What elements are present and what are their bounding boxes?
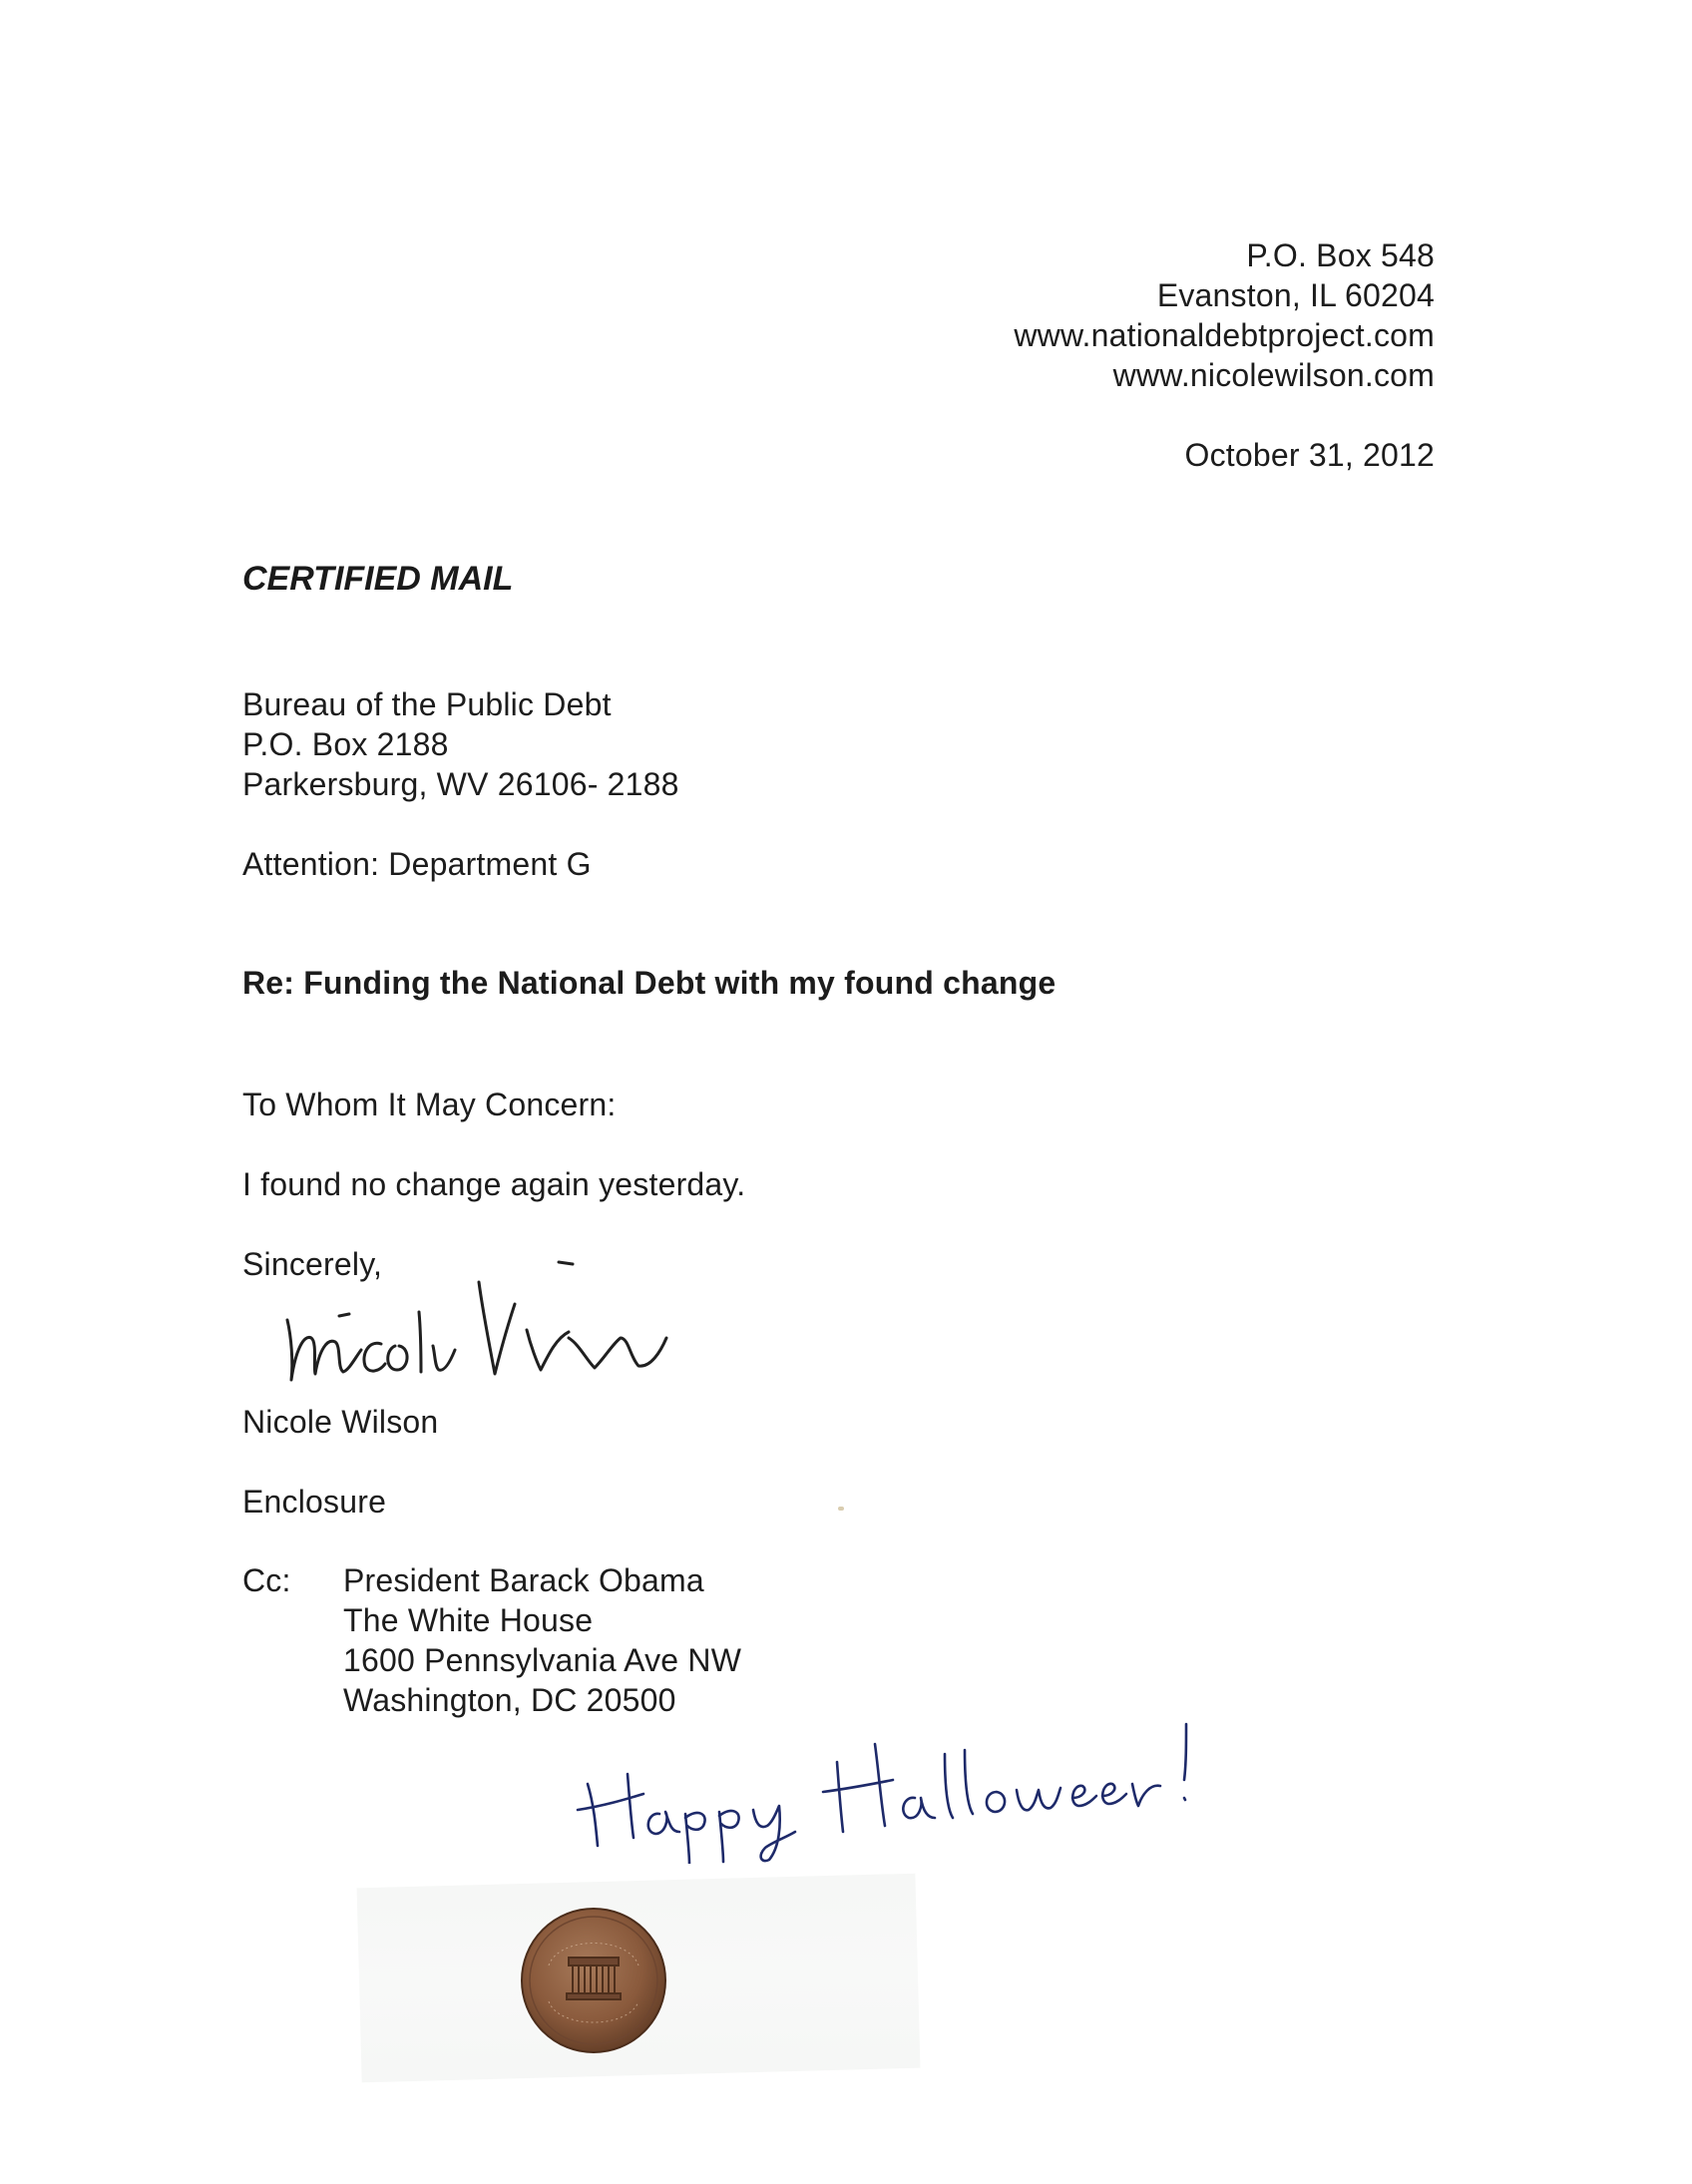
mail-type-heading: CERTIFIED MAIL bbox=[242, 560, 514, 598]
salutation: To Whom It May Concern: bbox=[242, 1087, 617, 1122]
attention-line: Attention: Department G bbox=[242, 846, 592, 882]
cc-line: 1600 Pennsylvania Ave NW bbox=[343, 1642, 742, 1678]
cc-label: Cc: bbox=[242, 1562, 291, 1598]
handwritten-note bbox=[574, 1714, 1212, 1864]
cc-line: Washington, DC 20500 bbox=[343, 1682, 676, 1718]
letter-date: October 31, 2012 bbox=[1184, 437, 1435, 473]
recipient-line: P.O. Box 2188 bbox=[242, 726, 449, 762]
paper-speck bbox=[838, 1507, 844, 1511]
sender-address-line: Evanston, IL 60204 bbox=[1156, 277, 1435, 313]
sender-address-line: P.O. Box 548 bbox=[1246, 237, 1435, 273]
body-paragraph: I found no change again yesterday. bbox=[242, 1166, 746, 1202]
cc-recipient bbox=[343, 1560, 741, 1720]
signer-name: Nicole Wilson bbox=[242, 1404, 439, 1440]
sender-website-line: www.nationaldebtproject.com bbox=[1014, 317, 1435, 353]
enclosure-label: Enclosure bbox=[242, 1484, 387, 1520]
recipient-line: Bureau of the Public Debt bbox=[242, 686, 612, 722]
sender-address bbox=[1014, 235, 1435, 395]
penny-coin bbox=[519, 1906, 668, 2055]
recipient-line: Parkersburg, WV 26106- 2188 bbox=[242, 766, 679, 802]
closing: Sincerely, bbox=[242, 1246, 383, 1282]
cc-line: President Barack Obama bbox=[343, 1562, 704, 1598]
recipient-address bbox=[242, 684, 679, 804]
cc-line: The White House bbox=[343, 1602, 594, 1638]
sender-website-line: www.nicolewilson.com bbox=[1112, 357, 1435, 393]
subject-line: Re: Funding the National Debt with my found change bbox=[242, 965, 1057, 1001]
handwritten-signature bbox=[269, 1242, 748, 1392]
